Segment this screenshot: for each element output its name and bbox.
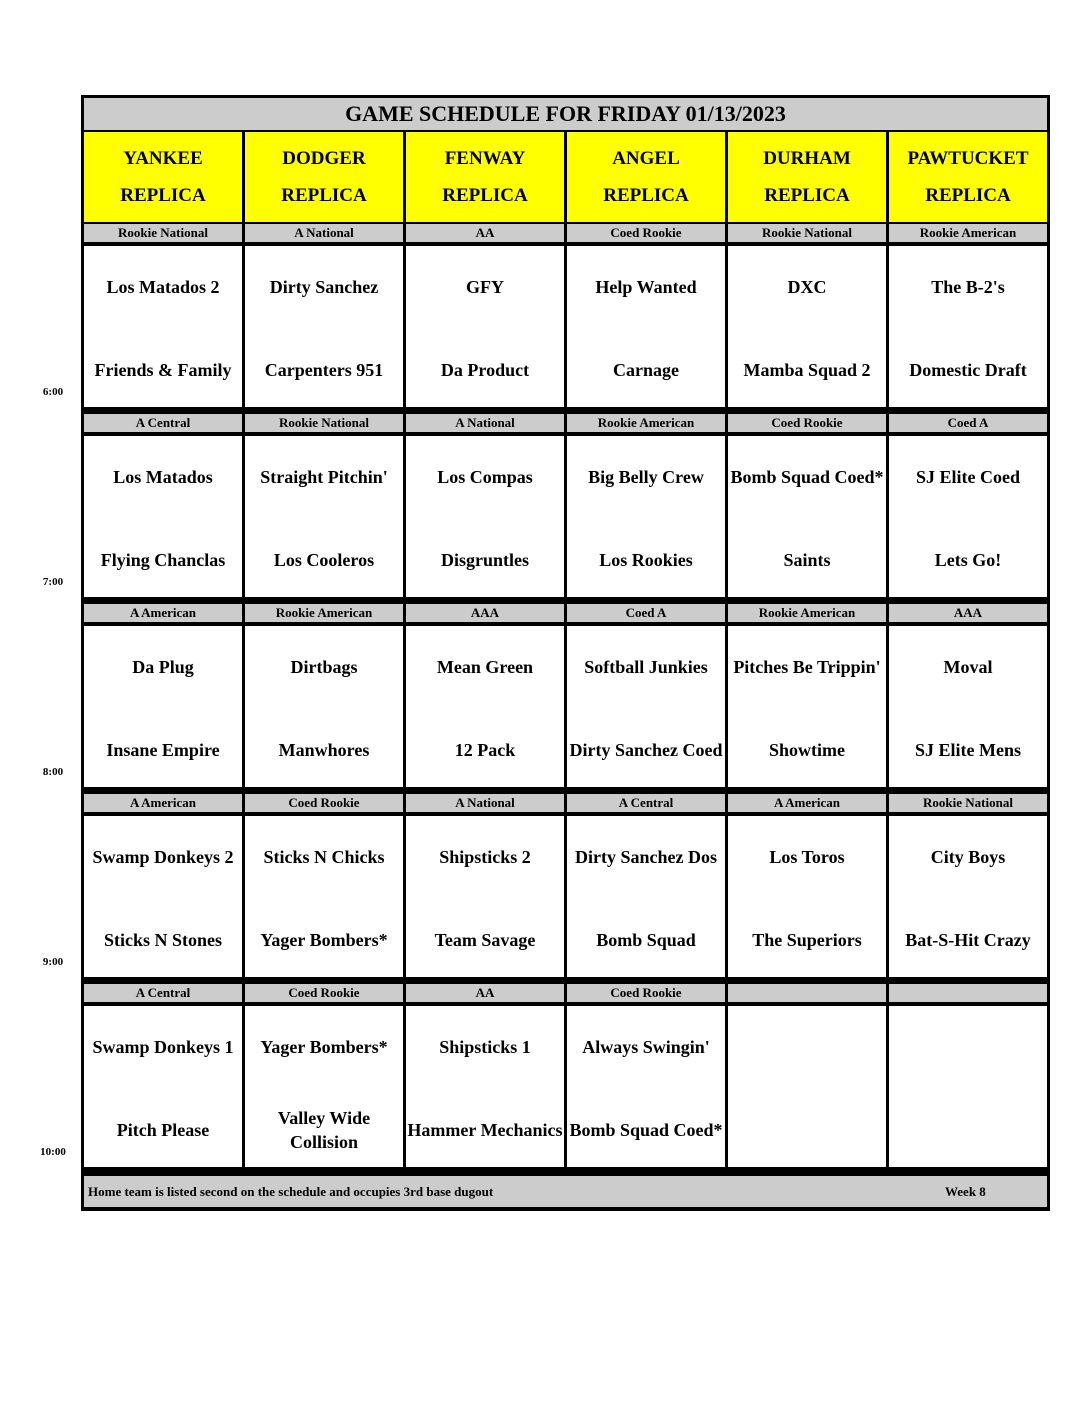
away-team: Dirty Sanchez Dos [575, 847, 717, 867]
home-team: The Superiors [752, 930, 862, 950]
home-team: Friends & Family [94, 360, 232, 380]
home-team: Showtime [769, 740, 845, 760]
field-header-3 [567, 132, 725, 222]
division-label: Coed Rookie [245, 794, 403, 812]
game-cell [245, 246, 403, 407]
field-name: FENWAY [444, 148, 526, 169]
division-label: Rookie American [567, 414, 725, 432]
field-header-4 [728, 132, 886, 222]
away-team: Shipsticks 2 [439, 847, 531, 867]
away-team: Always Swingin' [582, 1037, 710, 1057]
away-team: Dirtbags [290, 657, 358, 677]
away-team [728, 1021, 886, 1073]
game-cell [889, 626, 1047, 787]
division-label: Coed Rookie [728, 414, 886, 432]
away-team [889, 1021, 1047, 1073]
home-team: Dirty Sanchez Coed [569, 740, 723, 760]
away-team: Sticks N Chicks [263, 847, 385, 867]
game-cell [889, 436, 1047, 597]
away-team: Bomb Squad Coed* [730, 467, 884, 487]
field-name: DODGER [282, 148, 366, 169]
home-team: Insane Empire [106, 740, 220, 760]
home-team: Da Product [440, 360, 530, 380]
away-team: Los Toros [769, 847, 845, 867]
division-label: Coed Rookie [245, 984, 403, 1002]
game-cell [406, 436, 564, 597]
game-cell [728, 1006, 886, 1167]
division-label: Coed Rookie [567, 984, 725, 1002]
game-cell [84, 436, 242, 597]
home-team: SJ Elite Mens [915, 740, 1021, 760]
division-label: AA [406, 984, 564, 1002]
game-cell [245, 816, 403, 977]
home-team: Sticks N Stones [103, 930, 223, 950]
footer-bar [84, 1176, 1047, 1207]
game-cell [84, 246, 242, 407]
field-subtitle: REPLICA [925, 185, 1011, 206]
home-team: Flying Chanclas [100, 550, 226, 570]
division-label: A Central [84, 984, 242, 1002]
division-label: AAA [889, 604, 1047, 622]
division-label: Rookie National [889, 794, 1047, 812]
field-subtitle: REPLICA [603, 185, 689, 206]
game-cell [567, 246, 725, 407]
field-header-2 [406, 132, 564, 222]
away-team: SJ Elite Coed [915, 467, 1020, 487]
game-cell [84, 816, 242, 977]
game-cell [406, 816, 564, 977]
away-team: Los Compas [437, 467, 533, 487]
field-subtitle: REPLICA [442, 185, 528, 206]
game-cell [406, 1006, 564, 1167]
home-team: 12 Pack [454, 740, 516, 760]
away-team: Da Plug [132, 657, 194, 677]
home-team: Valley Wide Collision [277, 1108, 371, 1152]
away-team: Dirty Sanchez [269, 277, 379, 297]
game-cell [728, 626, 886, 787]
home-team: Bat-S-Hit Crazy [905, 930, 1031, 950]
game-cell [245, 436, 403, 597]
division-label: A Central [84, 414, 242, 432]
away-team: Los Matados [113, 467, 213, 487]
away-team: Los Matados 2 [106, 277, 220, 297]
field-name: YANKEE [123, 148, 203, 169]
game-cell [245, 626, 403, 787]
field-name: ANGEL [612, 148, 680, 169]
time-label: 6:00 [42, 386, 64, 398]
division-label: Rookie American [728, 604, 886, 622]
home-team: Bomb Squad Coed* [569, 1120, 723, 1140]
home-team: Yager Bombers* [260, 930, 388, 950]
game-cell [406, 626, 564, 787]
field-header-1 [245, 132, 403, 222]
division-label: Coed A [567, 604, 725, 622]
game-cell [728, 436, 886, 597]
home-team: Lets Go! [934, 550, 1002, 570]
division-label: A American [728, 794, 886, 812]
game-cell [245, 1006, 403, 1167]
away-team: The B-2's [931, 277, 1005, 297]
game-cell [567, 1006, 725, 1167]
schedule-title: GAME SCHEDULE FOR FRIDAY 01/13/2023 [84, 98, 1047, 130]
home-team: Hammer Mechanics [407, 1120, 563, 1140]
division-label: A National [406, 794, 564, 812]
game-cell [567, 626, 725, 787]
away-team: Pitches Be Trippin' [733, 657, 881, 677]
away-team: Help Wanted [595, 277, 697, 297]
week-label: Week 8 [945, 1184, 986, 1199]
division-label: Rookie American [889, 224, 1047, 242]
game-cell [889, 246, 1047, 407]
home-team: Pitch Please [116, 1120, 210, 1140]
home-team [728, 1104, 886, 1156]
division-label: Rookie National [245, 414, 403, 432]
division-label: AA [406, 224, 564, 242]
field-header-5 [889, 132, 1047, 222]
home-team: Los Cooleros [273, 550, 375, 570]
game-cell [889, 1006, 1047, 1167]
away-team: Yager Bombers* [260, 1037, 388, 1057]
away-team: GFY [466, 277, 504, 297]
away-team: Swamp Donkeys 1 [92, 1037, 234, 1057]
field-subtitle: REPLICA [764, 185, 850, 206]
field-name: DURHAM [763, 148, 851, 169]
division-label: A National [245, 224, 403, 242]
game-cell [728, 816, 886, 977]
home-team [889, 1104, 1047, 1156]
home-team: Manwhores [278, 740, 370, 760]
away-team: DXC [787, 277, 827, 297]
away-team: City Boys [930, 847, 1006, 867]
away-team: Straight Pitchin' [260, 467, 388, 487]
home-team: Carpenters 951 [264, 360, 384, 380]
time-label: 8:00 [42, 766, 64, 778]
field-subtitle: REPLICA [120, 185, 206, 206]
game-cell [406, 246, 564, 407]
schedule-sheet [81, 95, 1050, 1211]
division-label: A American [84, 794, 242, 812]
away-team: Big Belly Crew [588, 467, 704, 487]
away-team: Shipsticks 1 [439, 1037, 531, 1057]
division-label: Coed Rookie [567, 224, 725, 242]
field-header-0 [84, 132, 242, 222]
away-team: Moval [943, 657, 993, 677]
division-label: Rookie American [245, 604, 403, 622]
home-team: Saints [783, 550, 831, 570]
game-cell [567, 436, 725, 597]
division-label: Rookie National [84, 224, 242, 242]
away-team: Mean Green [436, 657, 534, 677]
home-team: Mamba Squad 2 [743, 360, 871, 380]
away-team: Swamp Donkeys 2 [92, 847, 234, 867]
field-name: PAWTUCKET [907, 148, 1029, 169]
away-team: Softball Junkies [584, 657, 708, 677]
home-team: Los Rookies [599, 550, 693, 570]
game-cell [567, 816, 725, 977]
division-label: A Central [567, 794, 725, 812]
division-label [728, 984, 886, 1002]
division-label: A National [406, 414, 564, 432]
time-label: 9:00 [42, 956, 64, 968]
footer-note: Home team is listed second on the schedule and occupies 3rd base dugout [88, 1184, 494, 1199]
division-label: Coed A [889, 414, 1047, 432]
division-label: AAA [406, 604, 564, 622]
home-team: Bomb Squad [596, 930, 696, 950]
home-team: Domestic Draft [909, 360, 1027, 380]
game-cell [728, 246, 886, 407]
game-cell [84, 1006, 242, 1167]
time-label: 7:00 [42, 576, 64, 588]
division-label: A American [84, 604, 242, 622]
division-label: Rookie National [728, 224, 886, 242]
field-subtitle: REPLICA [281, 185, 367, 206]
home-team: Carnage [613, 360, 679, 380]
home-team: Disgruntles [440, 550, 529, 570]
division-label [889, 984, 1047, 1002]
game-cell [84, 626, 242, 787]
home-team: Team Savage [434, 930, 536, 950]
game-cell [889, 816, 1047, 977]
time-label: 10:00 [40, 1146, 66, 1158]
